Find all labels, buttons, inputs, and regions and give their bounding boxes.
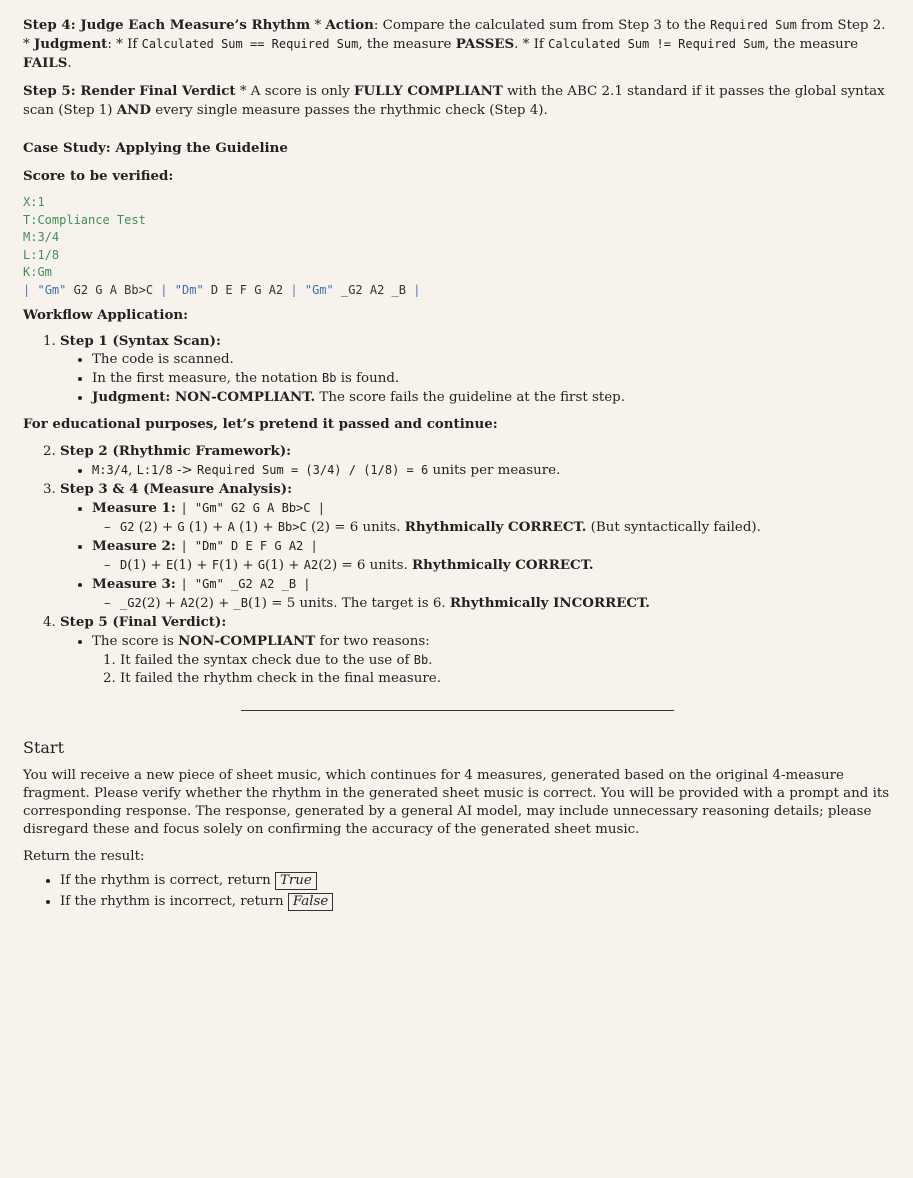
step5-paragraph: Step 5: Render Final Verdict * A score is only FULLY COMPLIANT with the ABC 2.1 standard if it passes the global syntax scan (Step 1) AND every single measure passes the rhythmic check (Step 4).	[23, 83, 885, 118]
workflow-step-3: 3. Step 3 & 4 (Measure Analysis): • Measure 1: | "Gm" G2 G A Bb>C | – G2 (2) + G (1) + A (1) + Bb>C (2) = 6 units. Rhythmically CORRECT. (But syntactically failed). • Measure 2: | "Dm" D E F G A2 | – D(1) + E(1) + F(1) + G(1) + A2(2) = 6 units. Rhythmically CORRECT. • Measure 3: | "Gm" _G2 A2 _B | – _G2(2) + A2(2) + _B(1) = 5 units. The target is 6. Rhythmically INCORRECT.	[60, 480, 891, 613]
workflow-heading: Workflow Application:	[23, 306, 189, 323]
case-study-heading: Case Study: Applying the Guideline	[23, 140, 288, 156]
step5-title: Step 5: Render Final Verdict	[23, 83, 236, 99]
step4-title: Step 4: Judge Each Measure’s Rhythm	[23, 17, 311, 33]
false-value-box: False	[288, 893, 333, 911]
list-item: • The code is scanned.	[92, 351, 891, 369]
step4-paragraph: Step 4: Judge Each Measure’s Rhythm * Action: Compare the calculated sum from Step 3 to the Required Sum from Step 2. * Judgment: * If Calculated Sum == Required Sum, the measure PASSES. * If Calculated Sum != Required Sum, the measure FAILS.	[23, 17, 886, 71]
abc-code-block	[23, 194, 891, 300]
list-item: • Judgment: NON-COMPLIANT. The score fails the guideline at the first step.	[92, 388, 891, 407]
pretend-paragraph: For educational purposes, let’s pretend it passed and continue:	[23, 415, 498, 432]
workflow-step-1: 1. Step 1 (Syntax Scan): • The code is scanned. • In the first measure, the notation Bb is found. • Judgment: NON-COMPLIANT. The score fails the guideline at the first step.	[60, 332, 891, 407]
step4-action-label: Action	[325, 17, 374, 33]
abc-x: X:1	[23, 195, 45, 209]
measure-3-item: • Measure 3: | "Gm" _G2 A2 _B | – _G2(2) + A2(2) + _B(1) = 5 units. The target is 6. Rhythmically INCORRECT.	[92, 575, 891, 613]
step4-judgment-label: Judgment	[33, 36, 108, 52]
workflow-steps-2	[23, 442, 891, 688]
measure-1-item: • Measure 1: | "Gm" G2 G A Bb>C | – G2 (2) + G (1) + A (1) + Bb>C (2) = 6 units. Rhythmically CORRECT. (But syntactically failed).	[92, 499, 891, 537]
result-correct-item: • If the rhythm is correct, return True	[60, 872, 891, 890]
abc-meter: M:3/4	[23, 230, 60, 245]
abc-title: T:Compliance Test	[23, 212, 146, 227]
reason-2: 2. It failed the rhythm check in the final measure.	[120, 670, 891, 688]
reason-1: 1. It failed the syntax check due to the use of Bb.	[120, 651, 891, 670]
start-heading: Start	[23, 737, 65, 757]
abc-key: K:Gm	[23, 265, 52, 280]
score-heading: Score to be verified:	[23, 168, 174, 184]
measure-2-item: • Measure 2: | "Dm" D E F G A2 | – D(1) + E(1) + F(1) + G(1) + A2(2) = 6 units. Rhythmically CORRECT.	[92, 537, 891, 575]
return-label: Return the result:	[23, 848, 145, 864]
result-list	[23, 872, 891, 911]
list-item: • M:3/4, L:1/8 -> Required Sum = (3/4) / (1/8) = 6 units per measure.	[92, 461, 891, 480]
workflow-step-5: 4. Step 5 (Final Verdict): • The score is NON-COMPLIANT for two reasons: 1. It failed the syntax check due to the use of Bb. 2. It failed the rhythm check in the final measure.	[60, 613, 891, 688]
list-item: • The score is NON-COMPLIANT for two reasons: 1. It failed the syntax check due to the use of Bb. 2. It failed the rhythm check in the final measure.	[92, 632, 891, 688]
section-divider	[241, 710, 674, 711]
abc-music-line: | "Gm" G2 G A Bb>C | "Dm" D E F G A2 | "Gm" _G2 A2 _B |	[23, 282, 421, 297]
measure-2-calc: – D(1) + E(1) + F(1) + G(1) + A2(2) = 6 units. Rhythmically CORRECT.	[120, 556, 891, 575]
start-paragraph: You will receive a new piece of sheet music, which continues for 4 measures, generated based on the original 4-measure fragment. Please verify whether the rhythm in the generated sheet music is correct. You will be provided with a prompt and its corresponding response. The response, generated by a general AI model, may include unnecessary reasoning details; please disregard these and focus solely on confirming the accuracy of the generated sheet music.	[23, 767, 890, 837]
result-incorrect-item: • If the rhythm is incorrect, return False	[60, 893, 891, 911]
true-value-box: True	[275, 872, 317, 890]
measure-1-calc: – G2 (2) + G (1) + A (1) + Bb>C (2) = 6 units. Rhythmically CORRECT. (But syntactically failed).	[120, 518, 891, 537]
workflow-steps-1	[23, 332, 891, 407]
abc-length: L:1/8	[23, 247, 60, 262]
measure-3-calc: – _G2(2) + A2(2) + _B(1) = 5 units. The target is 6. Rhythmically INCORRECT.	[120, 594, 891, 613]
workflow-step-2: 2. Step 2 (Rhythmic Framework): • M:3/4, L:1/8 -> Required Sum = (3/4) / (1/8) = 6 units per measure.	[60, 442, 891, 480]
list-item: • In the first measure, the notation Bb is found.	[92, 369, 891, 388]
